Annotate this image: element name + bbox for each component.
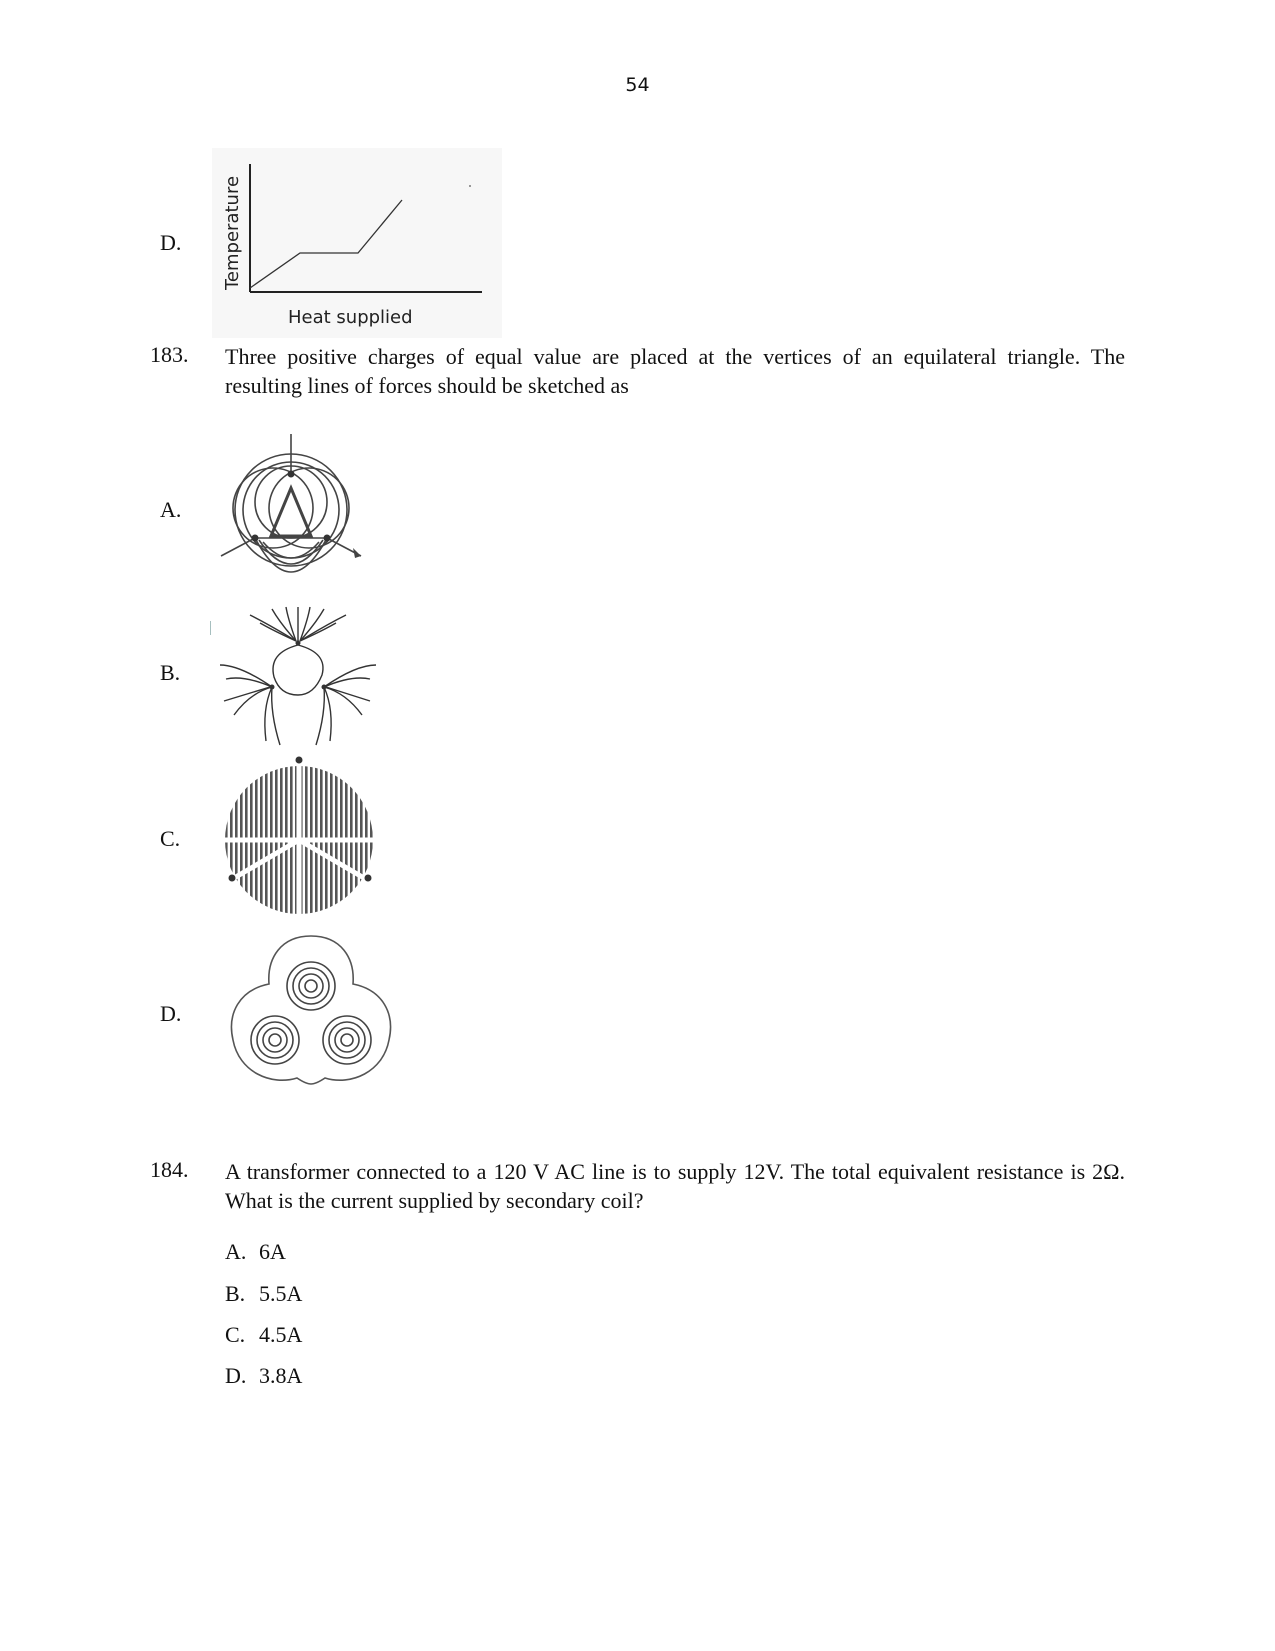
- answer-option-a: [225, 1239, 286, 1265]
- answer-letter: C.: [225, 1322, 246, 1347]
- option-letter-d-prev: D.: [160, 230, 182, 255]
- answer-letter: D.: [225, 1363, 247, 1388]
- figure-option-b: [210, 605, 390, 750]
- answer-option-c: [225, 1322, 302, 1348]
- graph-ylabel: Temperature: [222, 175, 243, 290]
- figure-option-a: [215, 428, 385, 588]
- option-letter-d: D.: [160, 1001, 182, 1026]
- question-number-184: 184.: [150, 1157, 189, 1182]
- answer-value: 3.8A: [259, 1363, 303, 1388]
- answer-option-d: [225, 1363, 302, 1389]
- graph-xlabel: Heat supplied: [288, 307, 413, 328]
- question-text-183: Three positive charges of equal value are placed at the vertices of an equilateral triangle. The resulting lines of forces should be sketched as: [225, 344, 1125, 398]
- figure-option-c: [220, 752, 380, 922]
- option-letter-b: B.: [160, 660, 181, 685]
- page-number: 54: [625, 74, 650, 96]
- answer-value: 5.5A: [259, 1281, 303, 1306]
- answer-letter: B.: [225, 1281, 246, 1306]
- answer-letter: A.: [225, 1239, 247, 1264]
- option-letter-c: C.: [160, 826, 181, 851]
- temperature-heat-graph: [212, 148, 502, 338]
- answer-option-b: [225, 1281, 302, 1307]
- figure-option-d: [225, 932, 400, 1092]
- answer-value: 6A: [259, 1239, 286, 1264]
- answer-value: 4.5A: [259, 1322, 303, 1347]
- question-text-184: A transformer connected to a 120 V AC line is to supply 12V. The total equivalent resistance is 2Ω. What is the current supplied by secondary coil?: [225, 1159, 1125, 1213]
- question-number-183: 183.: [150, 342, 189, 367]
- option-letter-a: A.: [160, 497, 182, 522]
